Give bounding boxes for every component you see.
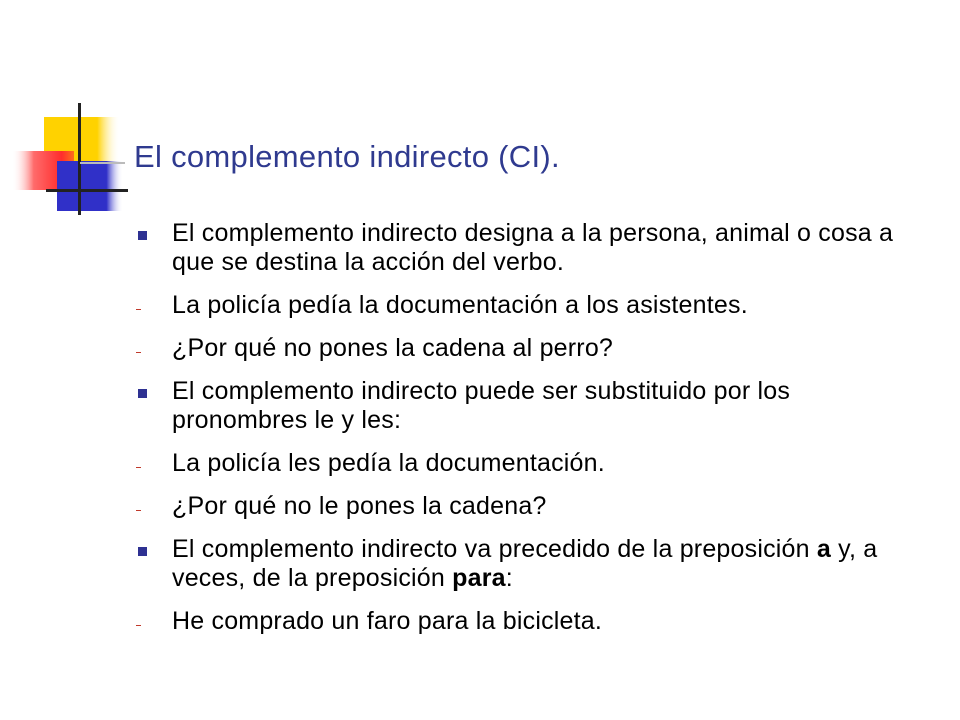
dash-bullet-icon — [136, 467, 141, 468]
list-item — [134, 492, 924, 521]
item-text: ¿Por qué no le pones la cadena? — [172, 492, 547, 520]
square-bullet-icon — [138, 231, 147, 240]
item-text: El complemento indirecto puede ser substituido por los pronombres le y les: — [172, 377, 791, 434]
square-bullet-icon — [138, 547, 147, 556]
item-text-part: : — [505, 564, 513, 592]
dash-bullet-icon — [136, 352, 141, 353]
bullet-list — [134, 219, 924, 650]
list-item — [134, 291, 924, 320]
dash-bullet-icon — [136, 625, 141, 626]
item-text: El complemento indirecto designa a la persona, animal o cosa a que se destina la acción del verbo. — [172, 219, 894, 276]
item-text-part: El complemento indirecto va precedido de la preposición — [172, 535, 817, 563]
slide-title: El complemento indirecto (CI). — [134, 139, 560, 174]
list-item — [134, 607, 924, 636]
list-item — [134, 449, 924, 478]
dash-bullet-icon — [136, 309, 141, 310]
list-item — [134, 535, 924, 593]
item-text: ¿Por qué no pones la cadena al perro? — [172, 334, 614, 362]
decorative-logo-icon — [0, 0, 140, 230]
item-text — [172, 535, 877, 592]
list-item — [134, 377, 924, 435]
bold-word-para: para — [452, 564, 506, 592]
list-item — [134, 219, 924, 277]
item-text-part: y, a veces, de la preposición — [172, 535, 878, 592]
bold-word-a: a — [816, 535, 832, 563]
item-text: La policía les pedía la documentación. — [172, 449, 605, 477]
item-text: La policía pedía la documentación a los asistentes. — [172, 291, 748, 319]
item-text: He comprado un faro para la bicicleta. — [172, 607, 603, 635]
dash-bullet-icon — [136, 510, 141, 511]
square-bullet-icon — [138, 389, 147, 398]
list-item — [134, 334, 924, 363]
